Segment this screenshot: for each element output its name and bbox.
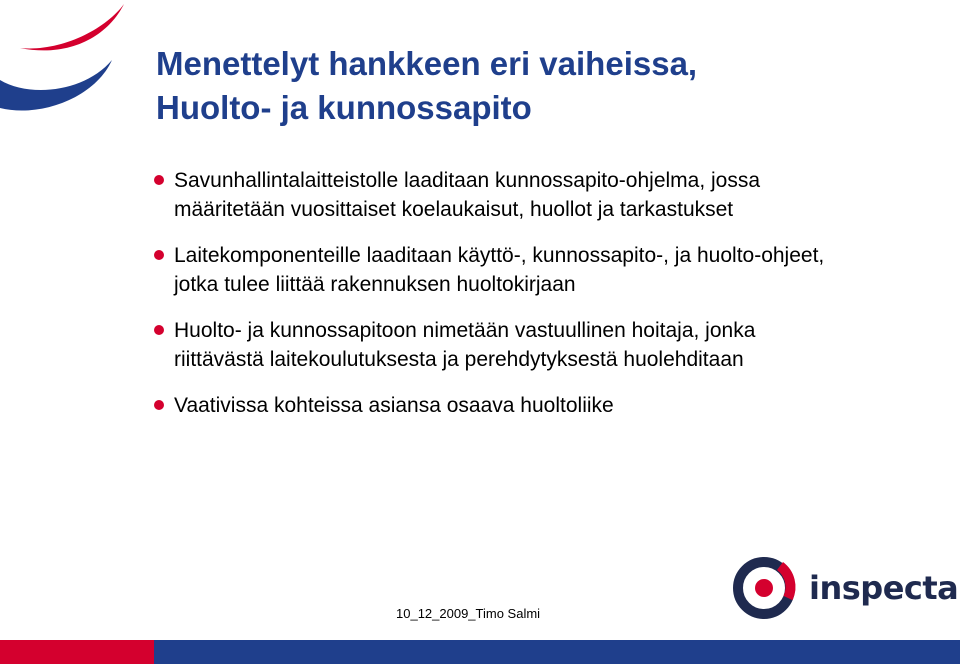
bullet-text-line: riittävästä laitekoulutuksesta ja perehdytyksestä huolehditaan (174, 348, 744, 371)
bottom-bar-red (0, 640, 154, 664)
bullet-text-line: Vaativissa kohteissa asiansa osaava huoltoliike (174, 394, 614, 417)
bottom-bar-blue (154, 640, 960, 664)
blue-swoosh (0, 60, 112, 111)
bullet-item (150, 166, 950, 224)
bottom-color-bar (0, 640, 960, 664)
slide-title (156, 42, 916, 130)
bullet-text-line: määritetään vuosittaiset koelaukaisut, huollot ja tarkastukset (174, 198, 734, 221)
red-swoosh (20, 4, 124, 50)
bullet-dot-icon (154, 325, 164, 335)
bullet-dot-icon (154, 175, 164, 185)
bullet-item (150, 316, 950, 374)
bullet-item (150, 391, 950, 420)
title-line-2: Huolto- ja kunnossapito (156, 89, 532, 126)
bullet-item (150, 241, 950, 299)
bullet-dot-icon (154, 400, 164, 410)
bullet-text-line: Savunhallintalaitteistolle laaditaan kunnossapito-ohjelma, jossa (174, 169, 761, 192)
footer-date-author: 10_12_2009_Timo Salmi (396, 606, 541, 621)
corner-swoosh-logo (0, 0, 130, 115)
bullet-dot-icon (154, 250, 164, 260)
bullet-list (150, 166, 950, 437)
bullet-text-line: Laitekomponenteille laaditaan käyttö-, kunnossapito-, ja huolto-ohjeet, (174, 244, 825, 267)
title-line-1: Menettelyt hankkeen eri vaiheissa, (156, 45, 698, 82)
bullet-text-line: jotka tulee liittää rakennuksen huoltokirjaan (174, 273, 576, 296)
inspecta-wordmark: inspecta (809, 569, 959, 607)
bullet-text-line: Huolto- ja kunnossapitoon nimetään vastuullinen hoitaja, jonka (174, 319, 756, 342)
